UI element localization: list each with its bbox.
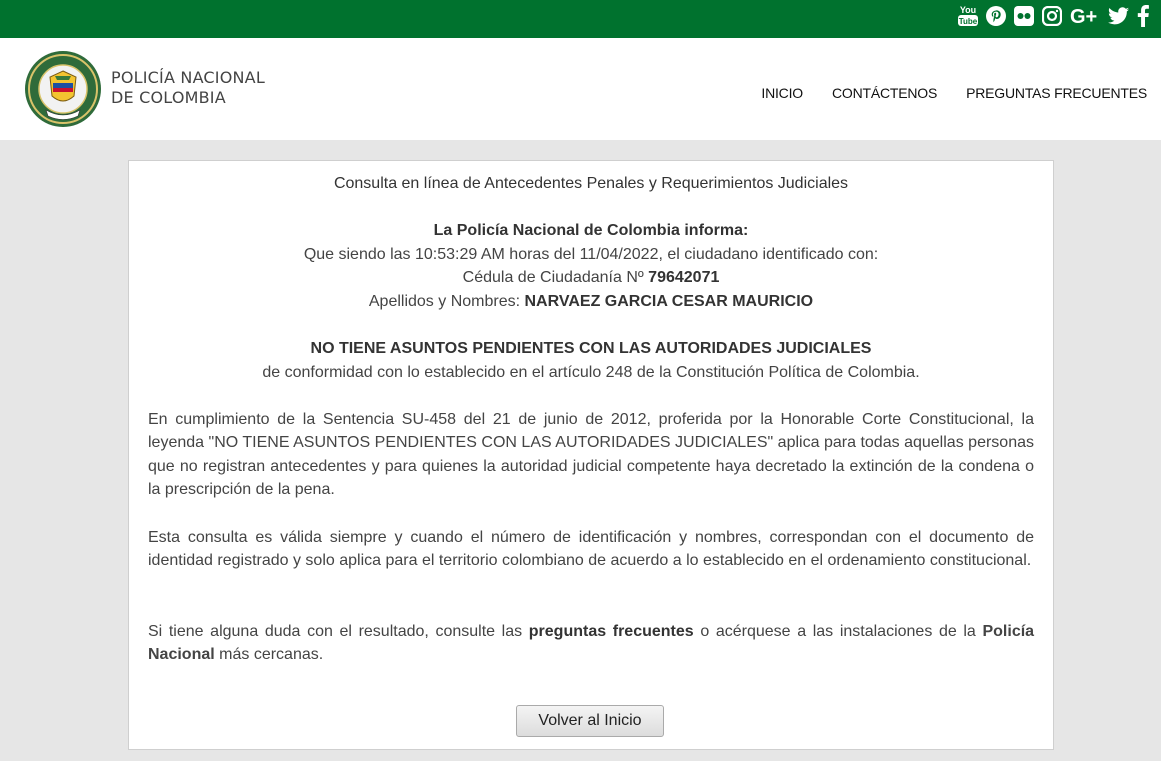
paragraph-validity: Esta consulta es válida siempre y cuando el número de identificación y nombres, correspondan con el documento de identidad registrado y solo aplica para el territorio colombiano de acuerdo a lo establecido en el ordenamiento constitucional. bbox=[148, 528, 1034, 569]
svg-text:G+: G+ bbox=[1070, 6, 1098, 26]
name-line: Apellidos y Nombres: NARVAEZ GARCIA CESAR MAURICIO bbox=[368, 292, 814, 310]
faq-link[interactable]: preguntas frecuentes bbox=[528, 622, 694, 640]
paragraph-help: Si tiene alguna duda con el resultado, consulte las preguntas frecuentes o acérquese a las instalaciones de la Policía Nacional más cercanas. bbox=[148, 622, 1035, 663]
nav-contactenos[interactable]: CONTÁCTENOS bbox=[831, 85, 938, 101]
instagram-icon[interactable] bbox=[1042, 4, 1062, 28]
id-line: Cédula de Ciudadanía Nº 79642071 bbox=[462, 269, 720, 286]
paragraph-sentencia: En cumplimiento de la Sentencia SU-458 del 21 de junio de 2012, proferida por la Honorable Corte Constitucional, la leyenda "NO TIENE ASUNTOS PENDIENTES CON LAS AUTORIDADES JUDICIALES" aplica para todas aquellas personas que no registran antecedentes y para quienes la autoridad judicial competente haya decretado la extinción de la condena o la prescripción de la pena. bbox=[148, 410, 1034, 498]
informs-heading: La Policía Nacional de Colombia informa: bbox=[433, 222, 749, 239]
back-to-home-button[interactable]: Volver al Inicio bbox=[516, 705, 664, 737]
citizen-name: NARVAEZ GARCIA CESAR MAURICIO bbox=[524, 292, 814, 310]
svg-text:Tube: Tube bbox=[958, 17, 978, 26]
flickr-icon[interactable] bbox=[1014, 4, 1034, 28]
google-plus-icon[interactable] bbox=[1070, 4, 1100, 28]
status-note: de conformidad con lo establecido en el artículo 248 de la Constitución Política de Colombia. bbox=[262, 363, 920, 381]
id-number: 79642071 bbox=[648, 269, 720, 286]
svg-text:You: You bbox=[959, 5, 977, 15]
top-bar bbox=[0, 0, 1161, 38]
pinterest-icon[interactable] bbox=[986, 4, 1006, 28]
query-time: 10:53:29 AM bbox=[415, 245, 505, 263]
main-nav bbox=[761, 85, 1147, 101]
nav-preguntas-frecuentes[interactable]: PREGUNTAS FRECUENTES bbox=[966, 85, 1147, 101]
result-card bbox=[128, 160, 1054, 750]
site-header bbox=[0, 38, 1161, 140]
brand-line-2: DE COLOMBIA bbox=[111, 88, 226, 107]
twitter-icon[interactable] bbox=[1108, 4, 1129, 28]
police-seal-logo[interactable] bbox=[24, 50, 102, 128]
brand-line-1: POLICÍA NACIONAL bbox=[111, 68, 265, 87]
status-heading: NO TIENE ASUNTOS PENDIENTES CON LAS AUTORIDADES JUDICIALES bbox=[310, 340, 872, 357]
facebook-icon[interactable] bbox=[1137, 4, 1149, 28]
youtube-icon[interactable] bbox=[958, 4, 978, 28]
social-links bbox=[958, 3, 1149, 29]
query-date: 11/04/2022 bbox=[579, 245, 659, 263]
brand-name[interactable] bbox=[111, 68, 265, 108]
nav-inicio[interactable]: INICIO bbox=[761, 85, 803, 101]
time-line: Que siendo las 10:53:29 AM horas del 11/04/2022, el ciudadano identificado con: bbox=[303, 245, 879, 263]
offices-link[interactable]: instalaciones de la Policía Nacional bbox=[148, 622, 1035, 663]
page-title: Consulta en línea de Antecedentes Penales y Requerimientos Judiciales bbox=[333, 175, 849, 192]
